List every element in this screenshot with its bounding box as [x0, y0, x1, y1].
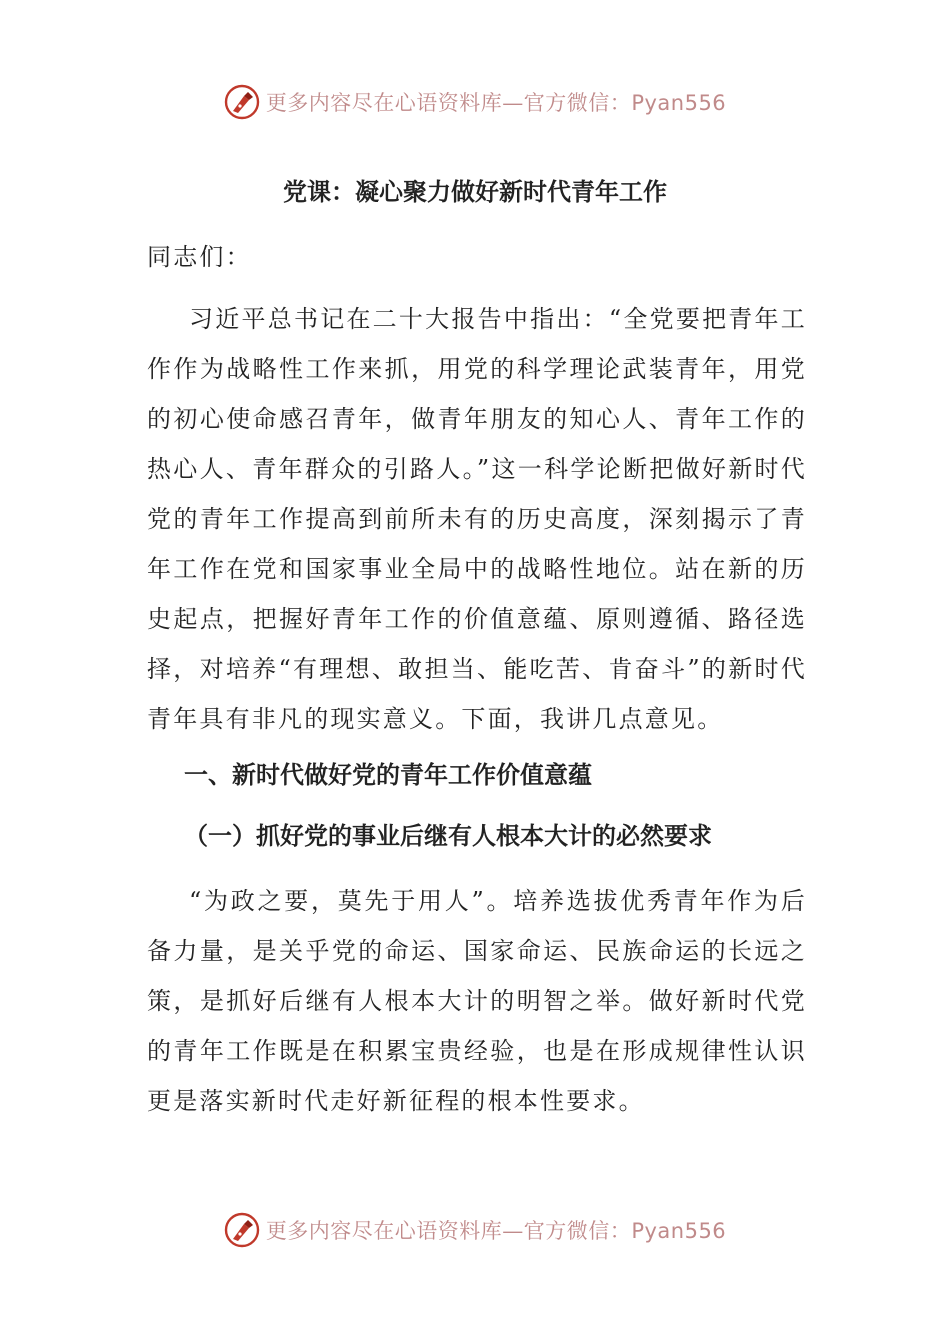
header-wechat-id: Pyan556	[631, 91, 727, 115]
pen-nib-logo-icon	[224, 84, 260, 120]
paragraph-section-1-1: “为政之要，莫先于用人”。培养选拔优秀青年作为后备力量，是关乎党的命运、国家命运、民族命运的长远之策，是抓好后继有人根本大计的明智之举。做好新时代党的青年工作既是在积累宝贵经验，也是在形成规律性认识更是落实新时代走好新征程的根本性要求。	[147, 887, 807, 1115]
document-title: 党课：凝心聚力做好新时代青年工作	[283, 178, 667, 206]
paragraph-intro: 习近平总书记在二十大报告中指出：“全党要把青年工作作为战略性工作来抓，用党的科学理论武装青年，用党的初心使命感召青年，做青年朋友的知心人、青年工作的热心人、青年群众的引路人。”这一科学论断把做好新时代党的青年工作提高到前所未有的历史高度，深刻揭示了青年工作在党和国家事业全局中的战略性地位。站在新的历史起点，把握好青年工作的价值意蕴、原则遵循、路径选择，对培养“有理想、敢担当、能吃苦、肯奋斗”的新时代青年具有非凡的现实意义。下面，我讲几点意见。	[147, 305, 807, 733]
section-heading-1: 一、新时代做好党的青年工作价值意蕴	[184, 761, 592, 789]
header-banner-text	[266, 87, 726, 117]
subsection-heading-1-1: （一）抓好党的事业后继有人根本大计的必然要求	[184, 822, 712, 850]
header-banner	[0, 80, 950, 124]
footer-banner	[0, 1208, 950, 1252]
salutation: 同志们：	[147, 243, 252, 271]
footer-banner-text	[266, 1215, 726, 1245]
footer-wechat-id: Pyan556	[631, 1219, 727, 1243]
header-banner-label: 更多内容尽在心语资料库—官方微信：	[265, 91, 632, 115]
footer-banner-label: 更多内容尽在心语资料库—官方微信：	[265, 1219, 632, 1243]
pen-nib-logo-icon	[224, 1212, 260, 1248]
